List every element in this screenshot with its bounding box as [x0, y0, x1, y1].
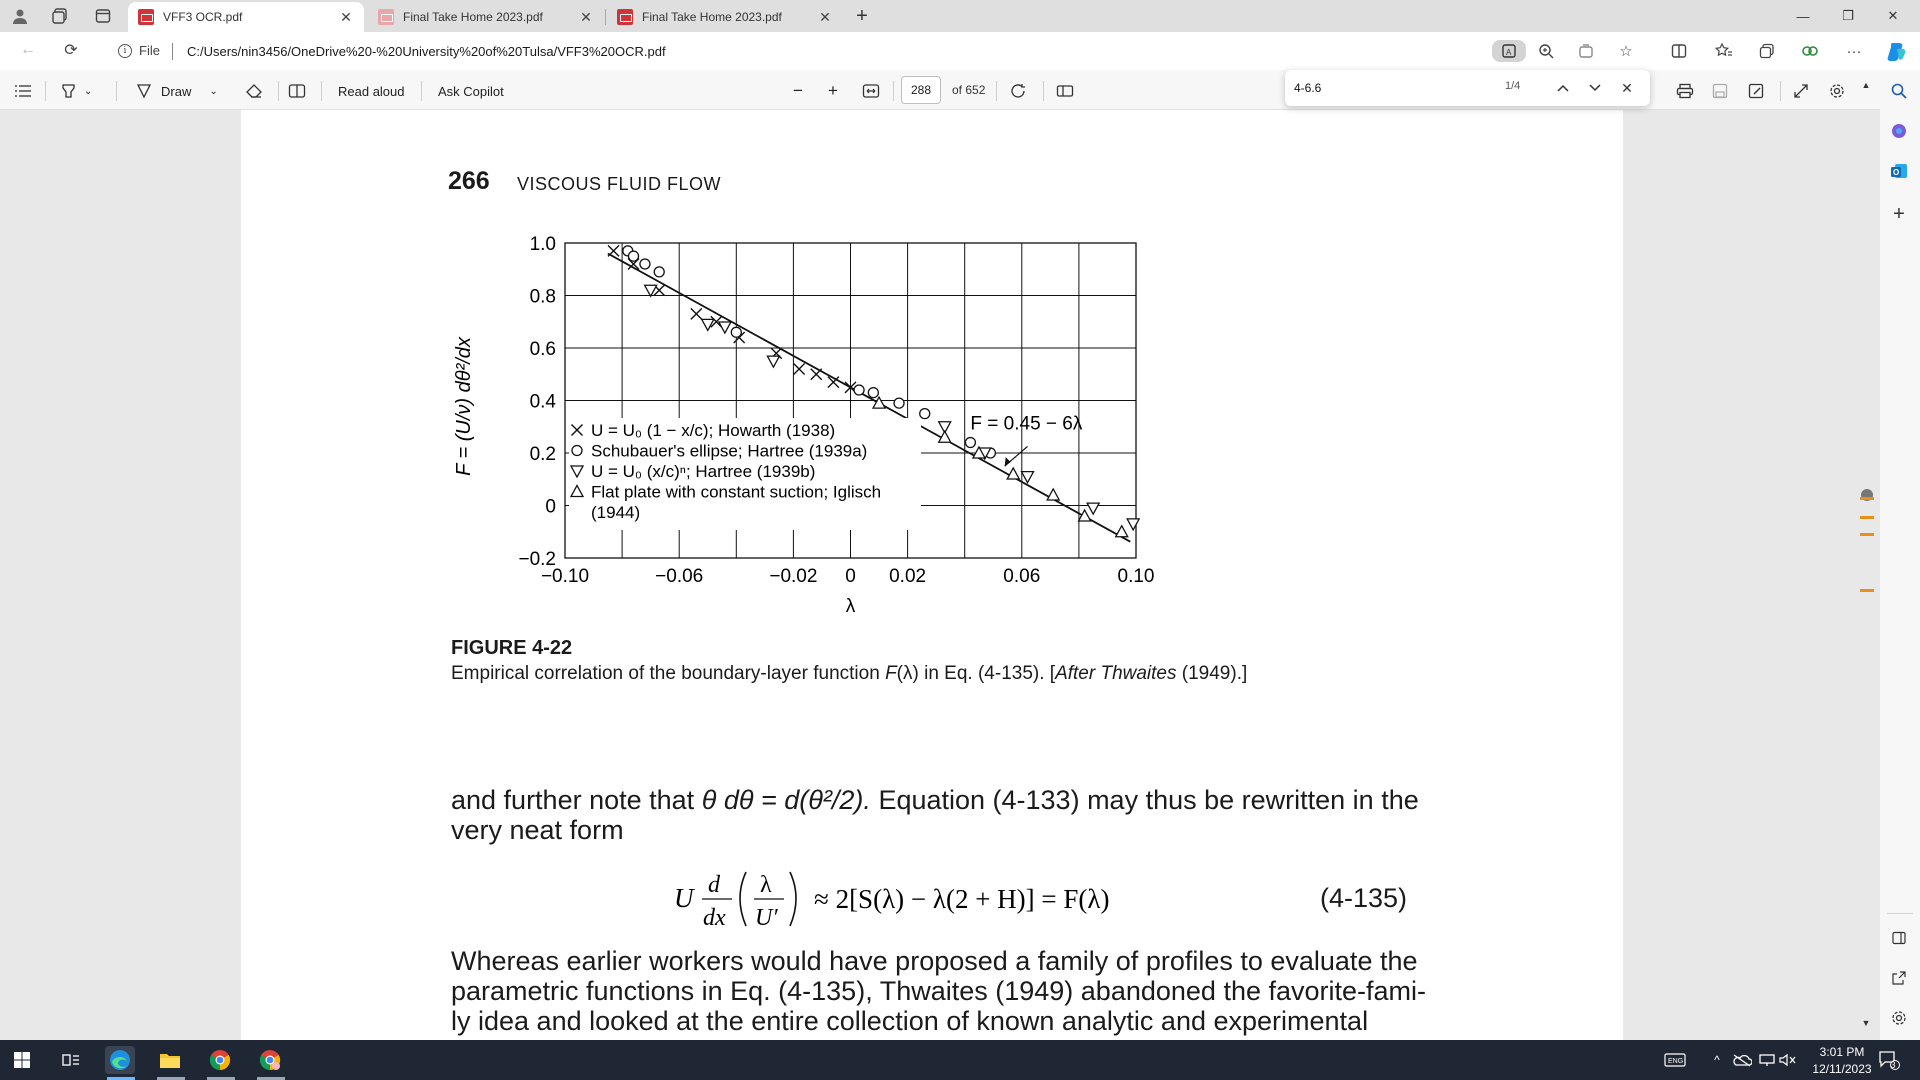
data-point — [640, 259, 650, 269]
info-icon: i — [118, 44, 132, 58]
task-view-icon[interactable] — [56, 1046, 86, 1074]
legend-entry: Flat plate with constant suction; Iglisch — [591, 482, 882, 502]
sidebar-settings-icon[interactable] — [1885, 1004, 1913, 1032]
tab-separator — [605, 9, 606, 25]
data-point — [731, 327, 741, 337]
x-tick-label: 0 — [845, 566, 856, 587]
toolbar-separator — [45, 81, 46, 101]
back-button[interactable]: ← — [20, 41, 36, 58]
svg-text:U′: U′ — [755, 905, 778, 928]
keyboard-icon[interactable] — [1660, 1046, 1690, 1074]
paragraph-line: Whereas earlier workers would have proposed a family of profiles to evaluate the — [451, 946, 1418, 976]
data-point — [608, 245, 619, 256]
equation-rhs: ≈ 2[S(λ) − λ(2 + H)] = F(λ) — [814, 884, 1110, 914]
running-head: VISCOUS FLUID FLOW — [517, 174, 722, 194]
equation-number: (4-135) — [1320, 883, 1408, 913]
close-tab-icon[interactable]: ✕ — [580, 8, 592, 25]
clock-date[interactable]: 12/11/2023 — [1812, 1062, 1872, 1076]
pdf-file-icon — [617, 9, 633, 25]
url-field[interactable]: C:/Users/nin3456/OneDrive%20-%20University%20of%20Tulsa/VFF3%20OCR.pdf — [187, 44, 666, 59]
shopping-icon[interactable] — [1885, 117, 1913, 145]
x-tick-label: −0.10 — [540, 566, 590, 587]
tab-final-take-home-2[interactable] — [607, 2, 843, 32]
data-point — [1127, 519, 1139, 530]
zoom-in-button[interactable]: + — [828, 81, 838, 100]
profile-icon[interactable] — [10, 6, 30, 26]
data-point — [629, 251, 639, 261]
view-mode-icon[interactable] — [288, 82, 306, 100]
text-run: and further note that — [451, 785, 702, 815]
svg-text:λ: λ — [760, 872, 772, 898]
data-point — [854, 385, 864, 395]
pdf-file-icon — [138, 9, 154, 25]
svg-text:ENG: ENG — [1668, 1058, 1684, 1065]
toolbar-separator — [893, 81, 894, 101]
toolbar-separator — [996, 81, 997, 101]
x-tick-label: 0.06 — [1003, 566, 1041, 587]
tab-final-take-home-1[interactable] — [368, 2, 604, 32]
paragraph-line: parametric functions in Eq. (4-135), Thwaites (1949) abandoned the favorite-fami- — [451, 976, 1427, 1006]
data-point — [965, 438, 975, 448]
figure-caption — [451, 663, 1247, 685]
legend-entry: U = U₀ (1 − x/c); Howarth (1938) — [591, 421, 836, 440]
eraser-icon[interactable] — [245, 82, 263, 100]
toolbar-separator — [1780, 81, 1781, 101]
svg-text:A: A — [1506, 48, 1512, 57]
find-match-marker — [1860, 533, 1874, 536]
y-tick-label: 0.4 — [529, 391, 556, 413]
chevron-down-icon: ⌄ — [209, 85, 218, 97]
find-match-marker — [1860, 516, 1874, 519]
fit-width-icon[interactable] — [862, 82, 880, 100]
data-point — [873, 397, 885, 408]
tab-title: Final Take Home 2023.pdf — [403, 10, 543, 24]
data-point — [1047, 489, 1059, 500]
restore-button[interactable]: ❐ — [1842, 8, 1854, 23]
tab-actions-icon[interactable] — [93, 6, 113, 26]
page-number: 266 — [448, 167, 490, 195]
data-point — [794, 364, 805, 375]
workspaces-icon[interactable] — [50, 6, 70, 26]
x-tick-label: 0.02 — [889, 566, 927, 587]
data-point — [702, 319, 714, 330]
x-tick-label: −0.06 — [655, 566, 704, 587]
url-separator — [172, 43, 173, 60]
chevron-up-icon[interactable]: ^ — [1714, 1053, 1720, 1067]
contents-icon[interactable] — [14, 82, 32, 100]
settings-gear-icon[interactable] — [1829, 82, 1845, 100]
find-previous-button[interactable] — [1551, 77, 1575, 99]
read-aloud-button[interactable]: Read aloud — [338, 83, 405, 99]
data-point — [767, 356, 779, 367]
caption-text: (λ) in Eq. (4-135). [ — [896, 663, 1056, 684]
outlook-icon[interactable] — [1885, 157, 1913, 185]
scroll-down-icon[interactable]: ▼ — [1861, 1018, 1871, 1028]
windows-start-icon[interactable] — [7, 1046, 37, 1074]
y-tick-label: −0.2 — [518, 549, 556, 570]
fit-line-label: F = 0.45 − 6λ — [970, 413, 1083, 435]
equation-lhs — [674, 868, 1194, 928]
svg-text:dx: dx — [703, 905, 726, 928]
data-point — [654, 267, 664, 277]
figure-title: FIGURE 4-22 — [451, 637, 573, 659]
edge-taskbar-icon[interactable] — [105, 1046, 135, 1074]
data-point — [1087, 503, 1099, 514]
caption-func: F — [885, 663, 897, 684]
search-icon[interactable] — [1885, 77, 1913, 105]
external-link-icon[interactable] — [1885, 964, 1913, 992]
data-point — [868, 388, 878, 398]
caption-text: (1949).] — [1176, 663, 1248, 684]
toolbar-separator — [278, 81, 279, 101]
close-tab-icon[interactable]: ✕ — [340, 8, 352, 25]
toolbar-separator — [1043, 81, 1044, 101]
find-match-marker — [1860, 589, 1874, 592]
fullscreen-icon[interactable] — [1793, 82, 1809, 100]
data-point — [1079, 510, 1091, 521]
draw-button[interactable] — [136, 82, 218, 100]
highlight-icon[interactable] — [60, 82, 92, 100]
find-next-button[interactable] — [1583, 77, 1607, 99]
text-run: Equation (4-133) may thus be rewritten in the — [870, 785, 1419, 815]
page-number-input[interactable]: 288 — [901, 76, 941, 104]
y-tick-label: 0.2 — [529, 444, 556, 465]
extensions-icon[interactable] — [1797, 40, 1823, 62]
split-screen-icon[interactable] — [1666, 40, 1692, 62]
collections-icon[interactable] — [1754, 40, 1780, 62]
close-tab-icon[interactable]: ✕ — [819, 8, 831, 25]
caption-author: After Thwaites — [1055, 663, 1177, 684]
more-menu-icon[interactable]: ··· — [1846, 42, 1862, 60]
page-view-icon[interactable] — [1056, 82, 1074, 100]
paragraph-line: very neat form — [451, 815, 624, 845]
notifications-icon[interactable] — [1874, 1046, 1904, 1074]
legend-entry: U = U₀ (x/c)ⁿ; Hartree (1939b) — [591, 462, 816, 481]
data-point — [920, 409, 930, 419]
scroll-up-icon[interactable]: ▲ — [1861, 80, 1871, 90]
close-window-button[interactable]: ✕ — [1887, 8, 1899, 23]
copilot-icon[interactable] — [1884, 40, 1910, 62]
legend-entry: (1944) — [591, 503, 641, 522]
scheme-label: File — [139, 43, 160, 58]
sidebar-divider — [1887, 913, 1913, 914]
refresh-button[interactable]: ⟳ — [64, 42, 78, 59]
hide-sidebar-icon[interactable] — [1885, 924, 1913, 952]
minimize-button[interactable]: — — [1796, 8, 1810, 24]
data-point — [811, 369, 822, 380]
toolbar-separator — [421, 81, 422, 101]
rotate-icon[interactable] — [1010, 82, 1028, 100]
site-info-button[interactable] — [118, 43, 160, 58]
equation-4-135 — [674, 868, 1194, 928]
find-input[interactable] — [1294, 78, 1494, 98]
chrome-profile-icon[interactable] — [255, 1046, 285, 1074]
data-point — [1116, 526, 1128, 537]
taskbar — [0, 1040, 1920, 1080]
draw-label: Draw — [161, 83, 192, 99]
volume-icon[interactable] — [1773, 1046, 1803, 1074]
y-axis-label — [453, 336, 475, 476]
y-tick-label: 0 — [545, 496, 556, 518]
clock-time[interactable]: 3:01 PM — [1819, 1045, 1865, 1059]
inline-math: θ dθ = d(θ²/2). — [701, 785, 871, 815]
y-tick-label: 0.6 — [529, 339, 556, 360]
caption-text: Empirical correlation of the boundary-layer function — [451, 663, 886, 684]
notification-count: 3 — [1890, 1060, 1896, 1070]
x-axis-label: λ — [845, 596, 856, 617]
fit-label-arrowhead — [1005, 457, 1011, 466]
pdf-file-icon — [378, 9, 394, 25]
legend-marker — [572, 446, 582, 456]
y-tick-label: 1.0 — [529, 234, 556, 255]
read-view-icon[interactable] — [1492, 40, 1526, 62]
chrome-icon[interactable] — [205, 1046, 235, 1074]
file-explorer-icon[interactable] — [155, 1046, 185, 1074]
toolbar-separator — [116, 81, 117, 101]
chevron-down-icon: ⌄ — [84, 85, 93, 97]
svg-text:U: U — [674, 883, 694, 913]
svg-text:d: d — [708, 872, 720, 898]
find-result-count: 1/4 — [1505, 80, 1521, 92]
save-icon[interactable] — [1712, 82, 1728, 100]
favorites-icon[interactable] — [1711, 40, 1737, 62]
favorite-star-icon[interactable]: ☆ — [1619, 43, 1633, 60]
toolbar-separator — [321, 81, 322, 101]
new-tab-button[interactable]: + — [856, 4, 868, 27]
scrollbar[interactable] — [1860, 76, 1874, 1028]
x-tick-label: 0.10 — [1117, 566, 1155, 587]
tab-title: VFF3 OCR.pdf — [163, 10, 243, 24]
print-icon[interactable] — [1676, 82, 1694, 100]
y-axis-label-text: F = (U/ν) dθ²/dx — [453, 337, 475, 476]
data-point — [691, 308, 702, 319]
data-point — [1007, 468, 1019, 479]
chart-ticks — [518, 234, 1154, 587]
y-tick-label: 0.8 — [529, 286, 556, 308]
find-match-marker — [1860, 497, 1874, 500]
paragraph-line: ly idea and looked at the entire collection of known analytic and experimental — [451, 1006, 1369, 1036]
ask-copilot-button[interactable]: Ask Copilot — [438, 83, 504, 99]
page-count: of 652 — [952, 83, 986, 97]
data-point — [1022, 472, 1034, 483]
zoom-icon[interactable] — [1533, 40, 1559, 62]
app-available-icon[interactable] — [1573, 40, 1599, 62]
zoom-out-button[interactable]: − — [793, 81, 803, 100]
find-close-button[interactable]: ✕ — [1621, 79, 1633, 96]
paragraph-line — [451, 785, 1419, 816]
svg-text:O: O — [1893, 168, 1900, 177]
save-as-icon[interactable] — [1748, 82, 1764, 100]
tab-vff3-ocr[interactable] — [128, 2, 364, 32]
legend-entry: Schubauer's ellipse; Hartree (1939a) — [591, 441, 868, 461]
x-tick-label: −0.02 — [769, 566, 818, 587]
data-point — [894, 398, 904, 408]
add-sidebar-app-icon[interactable]: + — [1893, 202, 1905, 225]
figure-chart — [440, 220, 1200, 620]
tab-title: Final Take Home 2023.pdf — [642, 10, 782, 24]
data-point — [719, 322, 731, 333]
